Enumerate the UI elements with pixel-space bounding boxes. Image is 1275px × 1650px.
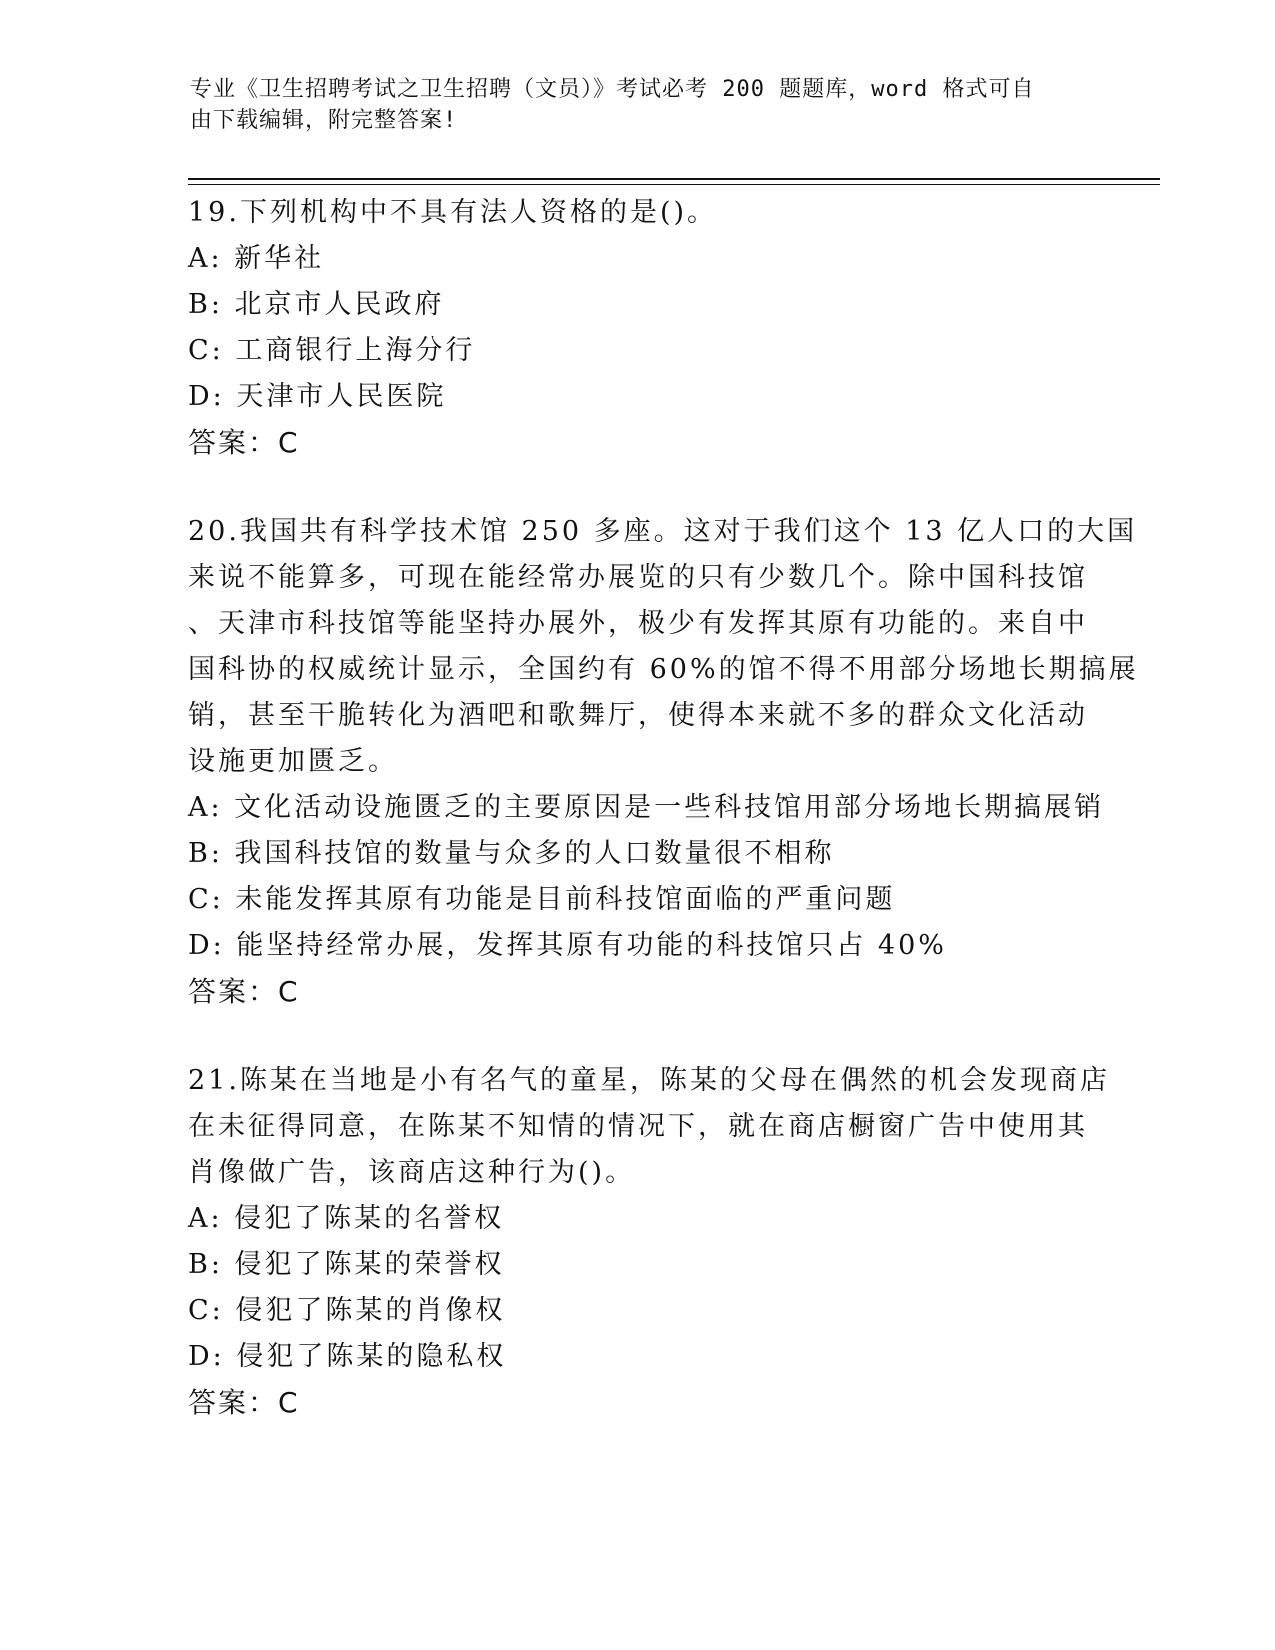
header-divider-thick bbox=[188, 178, 1160, 180]
header-line: 由下载编辑，附完整答案! bbox=[190, 108, 458, 133]
question-text: 肖像做广告，该商店这种行为()。 bbox=[188, 1157, 636, 1188]
question-text: 在未征得同意，在陈某不知情的情况下，就在商店橱窗广告中使用其 bbox=[188, 1111, 1088, 1142]
option-b: B: 北京市人民政府 bbox=[188, 289, 445, 320]
header-line: 专业《卫生招聘考试之卫生招聘（文员）》考试必考 200 题题库，word 格式可自 bbox=[190, 77, 1035, 102]
question-text: 设施更加匮乏。 bbox=[188, 746, 398, 777]
option-c: C: 未能发挥其原有功能是目前科技馆面临的严重问题 bbox=[188, 884, 896, 915]
question-text: 19.下列机构中不具有法人资格的是()。 bbox=[188, 197, 718, 228]
question-list bbox=[188, 190, 1148, 1469]
question-text: 20.我国共有科学技术馆 250 多座。这对于我们这个 13 亿人口的大国 bbox=[188, 516, 1138, 547]
option-d: D: 天津市人民医院 bbox=[188, 381, 447, 412]
option-a: A: 文化活动设施匮乏的主要原因是一些科技馆用部分场地长期搞展销 bbox=[188, 792, 1105, 823]
answer: 答案：C bbox=[188, 975, 300, 1008]
question-text: 21.陈某在当地是小有名气的童星，陈某的父母在偶然的机会发现商店 bbox=[188, 1065, 1110, 1096]
option-c: C: 工商银行上海分行 bbox=[188, 335, 476, 366]
option-a: A: 新华社 bbox=[188, 243, 325, 274]
question-text: 国科协的权威统计显示，全国约有 60%的馆不得不用部分场地长期搞展 bbox=[188, 654, 1139, 685]
question-20 bbox=[188, 509, 1148, 1015]
option-a: A: 侵犯了陈某的名誉权 bbox=[188, 1203, 505, 1234]
question-text: 来说不能算多，可现在能经常办展览的只有少数几个。除中国科技馆 bbox=[188, 562, 1088, 593]
option-b: B: 侵犯了陈某的荣誉权 bbox=[188, 1249, 505, 1280]
question-21 bbox=[188, 1058, 1148, 1426]
option-c: C: 侵犯了陈某的肖像权 bbox=[188, 1295, 506, 1326]
question-text: 销，甚至干脆转化为酒吧和歌舞厅，使得本来就不多的群众文化活动 bbox=[188, 700, 1088, 731]
question-text: 、天津市科技馆等能坚持办展外，极少有发挥其原有功能的。来自中 bbox=[188, 608, 1088, 639]
answer: 答案：C bbox=[188, 426, 300, 459]
header-divider-thin bbox=[188, 184, 1160, 185]
option-d: D: 能坚持经常办展，发挥其原有功能的科技馆只占 40% bbox=[188, 930, 947, 961]
document-header bbox=[190, 74, 1070, 136]
option-b: B: 我国科技馆的数量与众多的人口数量很不相称 bbox=[188, 838, 835, 869]
question-19 bbox=[188, 190, 1148, 466]
answer: 答案：C bbox=[188, 1386, 300, 1419]
option-d: D: 侵犯了陈某的隐私权 bbox=[188, 1341, 507, 1372]
